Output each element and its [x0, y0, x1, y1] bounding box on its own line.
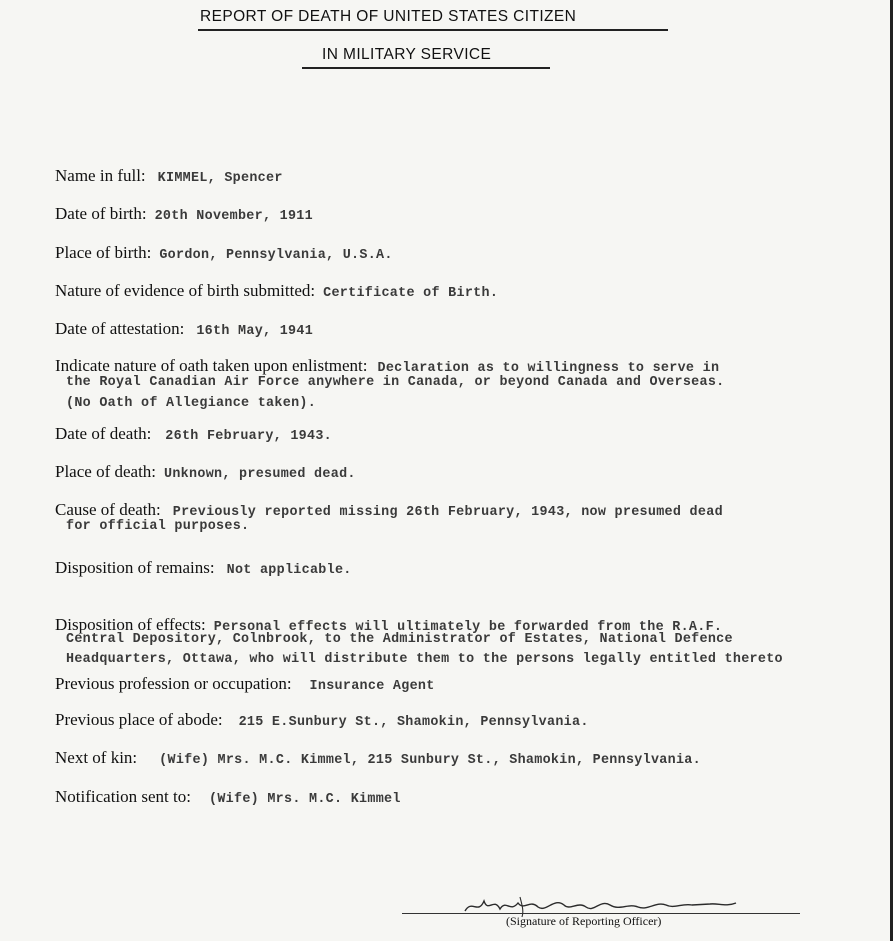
field-place-of-death — [55, 462, 356, 482]
field-disposition-of-remains — [55, 558, 352, 578]
field-oath — [55, 356, 719, 376]
field-value: Unknown, presumed dead. — [164, 467, 356, 482]
field-value: Declaration as to willingness to serve in — [377, 361, 720, 376]
field-label: Previous place of abode: — [55, 710, 223, 729]
field-place-of-birth — [55, 243, 393, 263]
field-label: Next of kin: — [55, 748, 138, 767]
field-notification — [55, 787, 401, 807]
field-label: Disposition of remains: — [55, 558, 215, 577]
field-label: Date of attestation: — [55, 319, 185, 338]
signature-caption: (Signature of Reporting Officer) — [506, 914, 662, 928]
field-value: Personal effects will ultimately be forwarded from the R.A.F. — [213, 620, 723, 635]
title-underline — [198, 29, 668, 31]
field-profession — [55, 674, 435, 694]
field-cause-of-death — [55, 500, 723, 520]
field-date-of-attestation — [55, 319, 313, 339]
field-evidence-of-birth — [55, 281, 498, 301]
field-value: Previously reported missing 26th February, 1943, now presumed dead — [172, 505, 723, 520]
field-value: 20th November, 1911 — [154, 209, 313, 224]
field-value: Certificate of Birth. — [323, 286, 499, 301]
field-value: KIMMEL, Spencer — [157, 171, 283, 186]
field-oath-continuation: the Royal Canadian Air Force anywhere in Canada, or beyond Canada and Overseas. — [66, 375, 725, 390]
field-effects-continuation: Headquarters, Ottawa, who will distribute them to the persons legally entitled thereto — [66, 652, 783, 667]
field-value: (Wife) Mrs. M.C. Kimmel — [208, 792, 401, 807]
field-value: 26th February, 1943. — [165, 429, 333, 444]
field-place-of-abode — [55, 710, 589, 730]
field-value: 16th May, 1941 — [196, 324, 314, 339]
field-name — [55, 166, 283, 186]
field-label: Nature of evidence of birth submitted: — [55, 281, 316, 300]
field-label: Date of birth: — [55, 204, 147, 223]
field-value: (Wife) Mrs. M.C. Kimmel, 215 Sunbury St., Shamokin, Pennsylvania. — [159, 753, 701, 768]
field-label: Place of death: — [55, 462, 157, 481]
field-cause-continuation: for official purposes. — [66, 519, 250, 534]
field-value: Gordon, Pennsylvania, U.S.A. — [159, 248, 393, 263]
field-label: Previous profession or occupation: — [55, 674, 292, 693]
field-oath-continuation: (No Oath of Allegiance taken). — [66, 396, 317, 411]
field-value: Insurance Agent — [309, 679, 435, 694]
field-effects-continuation: Central Depository, Colnbrook, to the Administrator of Estates, National Defence — [66, 632, 733, 647]
field-next-of-kin — [55, 748, 701, 768]
field-value: 215 E.Sunbury St., Shamokin, Pennsylvania. — [238, 715, 589, 730]
field-label: Disposition of effects: — [55, 615, 206, 634]
document-title: REPORT OF DEATH OF UNITED STATES CITIZEN — [200, 8, 577, 25]
field-label: Indicate nature of oath taken upon enlistment: — [55, 356, 368, 375]
subtitle-underline — [302, 67, 550, 69]
document-subtitle: IN MILITARY SERVICE — [322, 46, 492, 63]
field-label: Date of death: — [55, 424, 152, 443]
field-label: Cause of death: — [55, 500, 161, 519]
field-value: Not applicable. — [226, 563, 352, 578]
field-date-of-birth — [55, 204, 313, 224]
field-label: Place of birth: — [55, 243, 152, 262]
field-label: Name in full: — [55, 166, 146, 185]
field-label: Notification sent to: — [55, 787, 191, 806]
field-date-of-death — [55, 424, 332, 444]
